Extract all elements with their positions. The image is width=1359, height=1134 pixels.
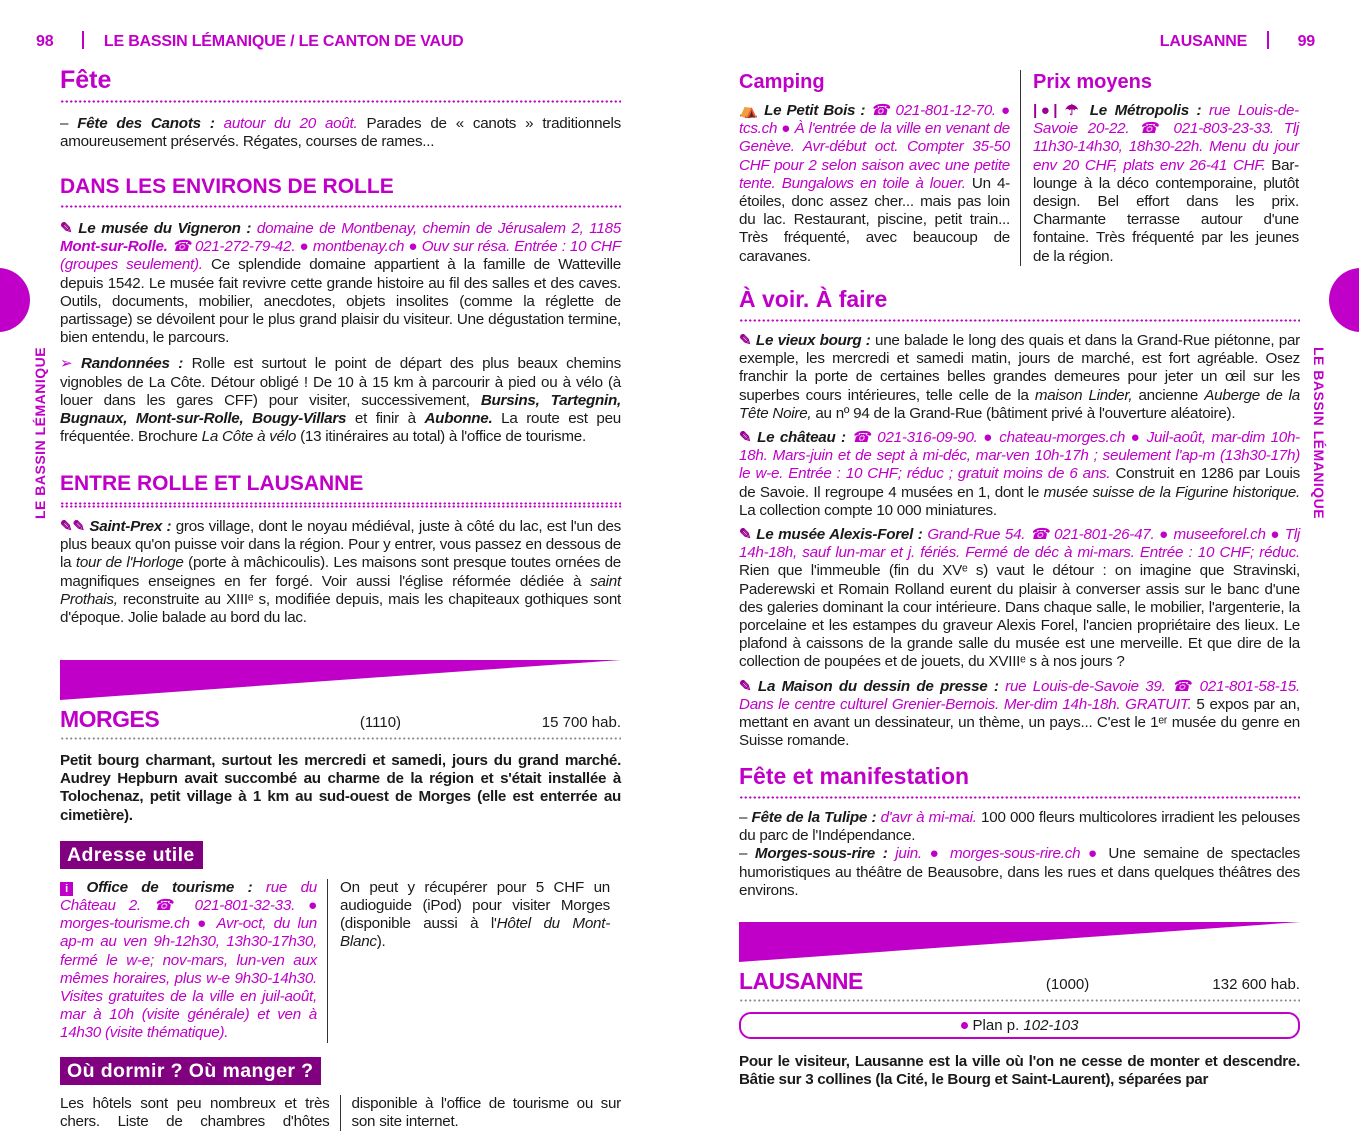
dormir-text: Les hôtels sont peu nombreux et très chers. Liste de chambres d'hôtes disponible à l'office de tourisme ou sur son site internet. [60,1094,621,1130]
section-title: DANS LES ENVIRONS DE ROLLE [60,175,394,198]
entry-text: (porte à mâchicoulis). Les maisons sont presque toutes ornées de magnifiques enseignes en fer forgé. Voir aussi l'église réformée dédiée à [60,554,621,590]
camping-column [739,70,1021,266]
section-title: ENTRE ROLLE ET LAUSANNE [60,472,364,495]
forel-entry [739,526,1300,672]
sight-icon: ✎ [60,220,73,237]
hotel-name: Hôtel du Mont-Blanc [340,915,611,951]
right-page [680,0,1359,1134]
entry-name: La Maison du dessin de presse : [757,677,999,695]
postal-code: (1110) [359,714,402,731]
dotted-rule [60,737,621,740]
entry-text: Construit en 1286 par Louis de Savoie. Il regroupe 4 musées en 1, dont le [739,465,1301,501]
two-column-text [739,70,1300,266]
entry-text: reconstruite au XIIIᵉ s, modifiée depuis, mais les chapiteaux gothiques sont d'époque. Jolie balade au bord du lac. [60,590,621,627]
item-info: autour du 20 août. [223,115,358,132]
entry-text: Ce splendide domaine appartient à la famille de Watteville depuis 1542. Le musée fait revivre cette grande histoire au fil des salles et des caves. Outils, documents, mobilier, anecdotes, objets insolites (comme la réglette de partissage) se dévoilent pour le plus grand plaisir du visiteur. Une dégustation termine, bien entendu, le parcours. [60,256,621,347]
entry-text: Rien que l'immeuble (fin du XVᵉ s) vaut le détour : on imagine que Stravinski, Paderewski et Romain Rolland eurent du plaisir à converser assis sur le banc d'une des galeries dominant la cour intérieure. Dans chaque salle, le mobilier, l'argenterie, la porcelaine et les estampes du graveur Alexis Forel, l'ancien propriétaire des lieux. Le plafond à caissons de la grande salle du musée est une merveille. Et que dire de la collection de poupées et de jouets, du XVIIIᵉ s à nos jours ? [739,562,1300,671]
environs-section [60,175,621,446]
entry-text: gros village, dont le noyau médiéval, juste à côté du lac, est l'un des plus beaux qu'on puisse voir dans la région. Pour y entrer, vous passez en dessous de la [60,518,621,572]
entry-place: Aubonne. [424,410,493,428]
adresse-utile [60,841,621,1043]
office-entry [60,879,328,1043]
entry-landmark: Auberge de la Tête Noire, [739,386,1300,422]
city-header [739,968,1300,995]
camping-entry [739,102,1010,266]
box-heading: Où dormir ? Où manger ? [60,1057,321,1085]
entry-name: Le Métropolis : [1089,102,1202,119]
city-intro: Pour le visiteur, Lausanne est la ville où l'on ne cesse de monter et descendre. Bâtie sur 3 collines (la Cité, le Bourg et Saint-Laurent), séparées par [739,1053,1300,1089]
side-label: LE BASSIN LÉMANIQUE [32,346,48,520]
morges-section [60,660,621,1131]
lausanne-section [739,922,1300,1089]
entry-name: Randonnées : [81,355,184,373]
city-name: MORGES [60,706,160,732]
entry-info: rue Louis-de-Savoie 20-22. ☎ 021-803-23-33. Tlj 11h30-14h30, 18h30-22h. Menu du jour env 20 CHF, plats env 26-41 CHF. [1033,102,1299,174]
entry-name: Le musée Alexis-Forel : [756,526,923,544]
entry-landmark: musée suisse de la Figurine historique. [1043,483,1300,501]
double-sight-icon: ✎✎ [60,518,85,535]
dotted-rule [739,796,1300,799]
randonnees-entry [60,355,621,446]
entry-info: ☎ 021-316-09-90. ● chateau-morges.ch ● Juil-août, mar-dim 10h-18h. Mars-juin et de sept à mi-déc, mar-ven 10h-17h ; seulement l'ap-m (13h30-17h) le w-e. Entrée : 10 CHF; réduc ; gratuit moins de 6 ans. [739,429,1300,483]
fete-item: – Fête des Canots : autour du 20 août. Parades de « canots » traditionnels amoureusement préservés. Régates, courses de rames... [60,115,621,151]
entry-text: (13 itinéraires au total) à l'office de tourisme. [300,428,586,446]
entry-text: La route est peu fréquentée. Brochure [60,410,621,446]
entry-info: juin. ● morges-sous-rire.ch ● [895,845,1101,863]
city-intro: Petit bourg charmant, surtout les mercredi et samedi, jours du grand marché. Audrey Hepburn avait succombé au charme de la région et s'était installée à Tolochenaz, petit village à 1 km au sud-ouest de Morges (elle est enterrée au cimetière). [60,752,621,824]
section-title: À voir. À faire [739,286,888,312]
entry-text: Bar-lounge à la déco contemporaine, plutôt design. Bel effort dans les prix. Charmante terrasse autour d'une fontaine. Très fréquenté par les jeunes de la région. [1033,156,1299,265]
divider [1267,31,1269,49]
two-column-text [60,1095,621,1131]
office-entry-cont [328,879,610,1043]
entry-name: Le vieux bourg : [755,332,871,349]
chapter-title: LE BASSIN LÉMANIQUE / LE CANTON DE VAUD [103,33,464,50]
vieux-bourg-entry [739,332,1300,423]
box-heading: Adresse utile [60,841,203,869]
running-head-left [36,31,464,51]
item-name: Fête des Canots : [77,115,215,132]
entry-name: Le château : [757,429,846,447]
entry-places: Bursins, Tartegnin, Bugnaux, Mont-sur-Rolle, Bougy-Villars [60,391,621,428]
entry-info: d'avr à mi-mai. [880,809,977,826]
entry-website[interactable]: montbenay.ch [312,238,405,256]
section-title: Fête et manifestation [739,763,970,789]
city-name: LAUSANNE [739,968,863,994]
arrow-icon: ➢ [60,355,73,373]
entry-text: ). [376,933,386,951]
restaurant-terrace-icon: |●| ☂ [1033,102,1083,119]
plan-pages: 102-103 [1023,1017,1079,1034]
sight-icon: ✎ [739,429,752,447]
section-title: Fête [60,66,112,94]
population: 132 600 hab. [1212,976,1300,993]
two-column-text [60,879,621,1043]
entry-saint: saint Prothais, [60,572,621,608]
entry-text: et finir à [354,410,416,428]
side-label: LE BASSIN LÉMANIQUE [1311,346,1327,520]
entry-landmark: maison Linder, [1034,386,1133,404]
entry-name: Office de tourisme : [86,878,253,896]
entry-text: une balade le long des quais et dans la Grand-Rue piétonne, par exemple, les mercredi et samedi matin, jours de marché, est fort agréable. Osez franchir la porte de certaines belles grandes demeures pour jeter un œil sur les superbes cours intérieures, telle celle de la [739,332,1300,404]
fete-section [60,66,621,151]
dotted-rule [60,205,621,208]
page-number: 98 [36,33,54,50]
section-title: Camping [739,71,825,93]
city-banner-wedge [739,922,1300,962]
chateau-entry [739,429,1300,520]
entry-info: rue du Château 2. ☎ 021-801-32-33. ● morges-tourisme.ch ● Avr-oct, du lun ap-m au ven 9h-12h30, 13h30-17h30, fermé le w-e; nov-mars, lun-ven aux mêmes horaires, plus w-e 9h30-14h30. Visites gratuites de la ville en juil-août, mar à 10h (visite générale) et ven à 14h30 (visite thématique). [60,878,317,1042]
plan-reference[interactable] [739,1012,1300,1039]
running-head-right [1160,31,1315,51]
vigneron-entry: ✎ Le musée du Vigneron : domaine de Montbenay, chemin de Jérusalem 2, 1185 Mont-sur-Rolle. ☎ 021-272-79-42. ● montbenay.ch ● Ouv sur résa. Entrée : 10 CHF (groupes seulement). Ce splendide domaine appartient à la famille de Watteville depuis 1542. Le musée fait revivre cette grande histoire au fil des salles et des caves. Outils, documents, mobilier, anecdotes, objets insolites (comme la réglette de partissage) se dévoilent pour le plus grand plaisir du visiteur. Une dégustation termine, bien entendu, le parcours. [60,220,621,347]
entry-phone: 021-272-79-42. [194,238,296,256]
entry-text: Un 4-étoiles, donc assez cher... mais pas loin du lac. Restaurant, piscine, petit train... Très fréquenté, avec beaucoup de caravanes. [739,174,1010,265]
entry-text: ancienne [1138,386,1199,404]
entry-address: domaine de Montbenay, chemin de Jérusalem 2, 1185 [256,220,621,237]
sight-icon: ✎ [739,677,752,695]
info-icon: i [60,882,73,896]
entry-info: Grand-Rue 54. ☎ 021-801-26-47. ● museeforel.ch ● Tlj 14h-18h, sauf lun-mar et j. fériés. Fermé de déc à mi-mars. Entrée : 10 CHF; réduc. [739,526,1300,562]
entry-info: rue Louis-de-Savoie 39. ☎ 021-801-58-15. Dans le centre culturel Grenier-Bernois. Mer-dim 14h-18h. GRATUIT. [739,677,1300,713]
divider [82,31,84,49]
entre-section [60,472,621,627]
entry-text: La collection compte 10 000 miniatures. [739,501,997,519]
entry-name: Le Petit Bois : [764,102,866,119]
hebergement [739,70,1300,266]
entry-text: Rolle est surtout le point de départ des plus beaux chemins vignobles de La Côte. Détour obligé ! De 10 à 15 km à parcourir à pied ou à vélo (à louer dans les gares CFF) pour visiter, successivement, [60,355,621,409]
plan-label: Plan p. [972,1017,1020,1034]
dessin-entry [739,678,1300,751]
entry-info: ☎ 021-801-12-70. ● tcs.ch ● À l'entrée de la ville en venant de Genève. Avr-début oct. Compter 35-50 CHF pour 2 selon saison avec une petite tente. Bungalows en toile à louer. [739,102,1010,192]
entry-name: Saint-Prex : [89,518,172,535]
entry-text: au nº 94 de la Grand-Rue (bâtiment privé à l'ouverture aléatoire). [815,404,1236,422]
rire-entry: – Morges-sous-rire : juin. ● morges-sous-rire.ch ● Une semaine de spectacles humoristiques au théâtre de Beausobre, dans les rues et dans quelques théâtres des environs. [739,845,1300,899]
chapter-title: LAUSANNE [1159,33,1248,50]
dotted-rule [60,502,621,508]
entry-hours: Ouv sur résa. Entrée : 10 CHF (groupes seulement). [60,238,621,274]
entry-name: Fête de la Tulipe : [751,809,877,826]
city-header [60,706,621,733]
bullet-icon [961,1022,968,1029]
prix-moyens-column [1021,70,1299,266]
metropolis-entry [1033,102,1299,266]
entry-text: Une semaine de spectacles humoristiques au théâtre de Beausobre, dans les rues et dans quelques théâtres des environs. [739,845,1300,899]
tulipe-entry: – Fête de la Tulipe : d'avr à mi-mai. 100 000 fleurs multicolores irradient les pelouses du parc de l'Indépendance. [739,809,1300,845]
brochure-title: La Côte à vélo [201,428,297,446]
entry-town: Mont-sur-Rolle. [60,238,168,256]
postal-code: (1000) [1045,976,1090,993]
a-voir-section [739,285,1300,750]
thumb-tab [0,268,30,332]
dotted-rule [739,999,1300,1002]
thumb-tab [1329,268,1359,332]
section-title: Prix moyens [1033,71,1152,93]
city-banner-wedge [60,660,621,700]
tent-icon: ⛺ [739,102,759,119]
entry-text: 5 expos par an, mettant en avant un dessinateur, un thème, un pays... C'est le 1ᵉʳ musée du genre en Suisse romande. [739,695,1300,750]
entry-landmark: tour de l'Horloge [75,554,184,572]
entry-name: Le musée du Vigneron : [78,220,252,237]
entry-text: On peut y récupérer pour 5 CHF un audioguide (iPod) pour visiter Morges (disponible aussi à l' [340,878,610,933]
sight-icon: ✎ [739,526,752,544]
dormir-manger [60,1057,621,1131]
dotted-rule [739,319,1300,322]
entry-text: 100 000 fleurs multicolores irradient les pelouses du parc de l'Indépendance. [739,809,1300,845]
entry-name: Morges-sous-rire : [754,845,888,863]
item-text: Parades de « canots » traditionnels amoureusement préservés. Régates, courses de rames... [60,115,621,151]
phone-icon: ☎ [171,238,191,256]
sight-icon: ✎ [739,332,752,349]
population: 15 700 hab. [541,714,621,731]
saint-prex-entry [60,518,621,627]
dotted-rule [60,100,621,103]
fete-manifestation-section [739,762,1300,900]
page-number: 99 [1297,33,1315,50]
